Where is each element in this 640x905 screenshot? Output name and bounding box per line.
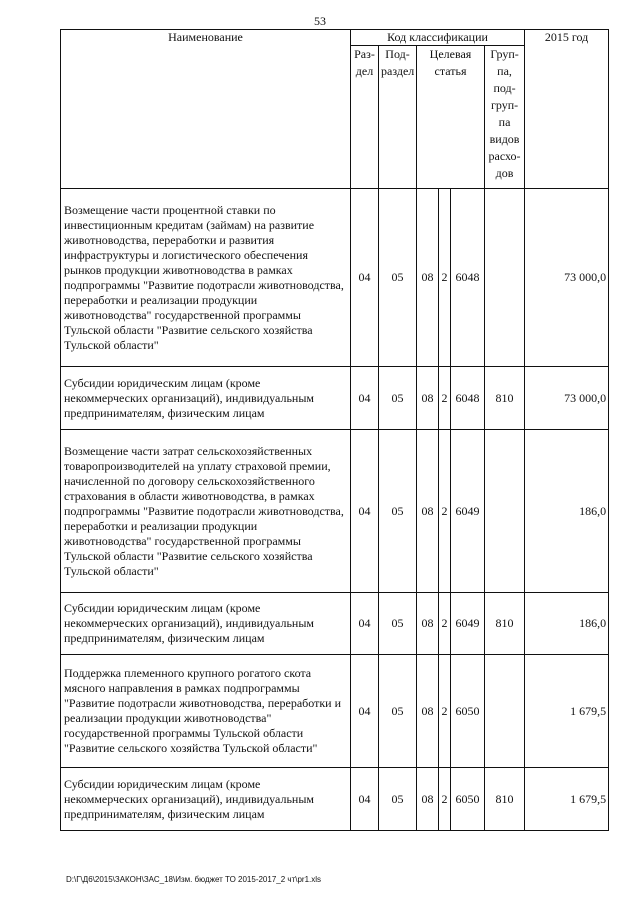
table-row — [61, 593, 609, 655]
header-target-article: Целевая статья — [417, 46, 485, 189]
row-amount: 186,0 — [525, 593, 609, 655]
row-podrazdel: 05 — [379, 367, 417, 430]
row-target-subprogram: 2 — [439, 367, 451, 430]
header-expense-type: Груп-па, под-груп-па видов расхо-дов — [485, 46, 525, 189]
row-target-program: 08 — [417, 593, 439, 655]
row-razdel: 04 — [351, 430, 379, 593]
row-name: Субсидии юридическим лицам (кроме некоммерческих организаций), индивидуальным предпринимателям, физическим лицам — [61, 768, 351, 831]
header-subsection: Под-раздел — [379, 46, 417, 189]
header-code-group: Код классификации — [351, 30, 525, 46]
row-amount: 1 679,5 — [525, 768, 609, 831]
row-podrazdel: 05 — [379, 189, 417, 367]
row-name: Субсидии юридическим лицам (кроме некоммерческих организаций), индивидуальным предпринимателям, физическим лицам — [61, 367, 351, 430]
row-expense-type — [485, 655, 525, 768]
row-podrazdel: 05 — [379, 768, 417, 831]
row-target-subprogram: 2 — [439, 189, 451, 367]
row-amount: 186,0 — [525, 430, 609, 593]
table-row — [61, 768, 609, 831]
row-razdel: 04 — [351, 189, 379, 367]
table-row — [61, 430, 609, 593]
row-expense-type: 810 — [485, 768, 525, 831]
row-name: Возмещение части затрат сельскохозяйственных товаропроизводителей на уплату страховой премии, начисленной по договору сельскохозяйственного страхования в области животноводства, в рамках подпрограммы "Развитие подотрасли животноводства, переработки и реализации продукции животноводства" государственной программы Тульской области "Развитие сельского хозяйства Тульской области" — [61, 430, 351, 593]
row-expense-type — [485, 189, 525, 367]
header-year: 2015 год — [525, 30, 609, 189]
row-target-code: 6050 — [451, 768, 485, 831]
row-target-subprogram: 2 — [439, 655, 451, 768]
file-path-footer: D:\Г\Д6\2015\ЗАКОН\ЗАС_18\Изм. бюджет ТО 2015-2017_2 чт\pr1.xls — [66, 875, 322, 884]
page-number: 53 — [314, 14, 326, 28]
row-podrazdel: 05 — [379, 430, 417, 593]
row-name: Поддержка племенного крупного рогатого скота мясного направления в рамках подпрограммы "Развитие подотрасли животноводства, переработки и реализации продукции животноводства" государственной программы Тульской области "Развитие сельского хозяйства Тульской области" — [61, 655, 351, 768]
row-target-code: 6049 — [451, 430, 485, 593]
row-razdel: 04 — [351, 593, 379, 655]
row-expense-type: 810 — [485, 593, 525, 655]
row-target-program: 08 — [417, 367, 439, 430]
row-target-program: 08 — [417, 430, 439, 593]
row-name: Субсидии юридическим лицам (кроме некоммерческих организаций), индивидуальным предпринимателям, физическим лицам — [61, 593, 351, 655]
row-target-code: 6048 — [451, 367, 485, 430]
row-target-subprogram: 2 — [439, 768, 451, 831]
row-target-program: 08 — [417, 655, 439, 768]
row-target-program: 08 — [417, 768, 439, 831]
row-razdel: 04 — [351, 655, 379, 768]
row-podrazdel: 05 — [379, 593, 417, 655]
table-row — [61, 189, 609, 367]
row-target-code: 6049 — [451, 593, 485, 655]
row-razdel: 04 — [351, 768, 379, 831]
budget-table — [60, 29, 609, 831]
table-row — [61, 367, 609, 430]
row-podrazdel: 05 — [379, 655, 417, 768]
row-amount: 1 679,5 — [525, 655, 609, 768]
row-target-code: 6048 — [451, 189, 485, 367]
row-target-code: 6050 — [451, 655, 485, 768]
table-row — [61, 655, 609, 768]
row-expense-type — [485, 430, 525, 593]
row-razdel: 04 — [351, 367, 379, 430]
row-name: Возмещение части процентной ставки по инвестиционным кредитам (займам) на развитие животноводства, переработки и развития инфраструктуры и логистического обеспечения рынков продукции животноводства в рамках подпрограммы "Развитие подотрасли животноводства, переработки и реализации продукции животноводства" государственной программы Тульской области "Развитие сельского хозяйства Тульской области" — [61, 189, 351, 367]
row-target-subprogram: 2 — [439, 430, 451, 593]
row-expense-type: 810 — [485, 367, 525, 430]
row-amount: 73 000,0 — [525, 189, 609, 367]
row-target-program: 08 — [417, 189, 439, 367]
row-target-subprogram: 2 — [439, 593, 451, 655]
header-name: Наименование — [61, 30, 351, 189]
header-section: Раз-дел — [351, 46, 379, 189]
row-amount: 73 000,0 — [525, 367, 609, 430]
